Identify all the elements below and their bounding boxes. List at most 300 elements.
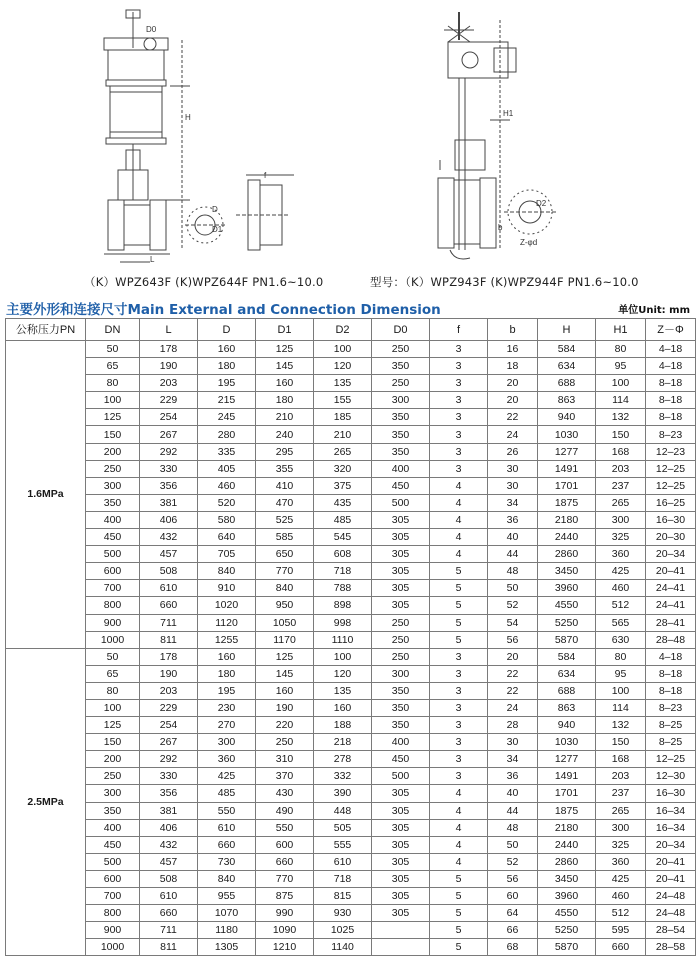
table-cell: 718 [314,563,372,580]
column-header: D1 [256,319,314,341]
table-cell: 305 [372,802,430,819]
table-cell: 250 [256,734,314,751]
table-cell: 230 [198,699,256,716]
table-cell: 400 [86,819,140,836]
table-cell: 512 [596,905,646,922]
table-cell: 20 [488,392,538,409]
table-row [6,836,696,853]
table-cell: 2440 [538,529,596,546]
table-cell: 267 [140,426,198,443]
table-cell: 300 [372,392,430,409]
table-cell: 215 [198,392,256,409]
table-cell: 125 [86,409,140,426]
table-cell: 350 [372,717,430,734]
table-cell: 3450 [538,870,596,887]
table-cell: 1110 [314,631,372,648]
table-cell: 3 [430,768,488,785]
table-cell: 800 [86,597,140,614]
table-cell: 5 [430,870,488,887]
table-cell: 432 [140,836,198,853]
table-cell: 500 [86,546,140,563]
table-cell: 20 [488,648,538,665]
table-cell: 2440 [538,836,596,853]
table-cell: 24–41 [646,597,696,614]
column-header: H [538,319,596,341]
table-cell: 545 [314,529,372,546]
table-cell: 229 [140,699,198,716]
table-cell: 3 [430,699,488,716]
table-cell: 200 [86,443,140,460]
table-cell: 400 [372,734,430,751]
table-cell: 335 [198,443,256,460]
table-cell: 3 [430,358,488,375]
table-cell: 250 [86,460,140,477]
table-cell: 16–34 [646,802,696,819]
table-cell: 875 [256,888,314,905]
column-header: 公称压力PN [6,319,86,341]
table-cell: 505 [314,819,372,836]
table-cell: 300 [596,819,646,836]
table-cell: 305 [372,870,430,887]
table-cell: 12–23 [646,443,696,460]
table-cell: 355 [256,460,314,477]
table-cell: 4 [430,836,488,853]
table-cell: 430 [256,785,314,802]
table-cell: 24–48 [646,905,696,922]
table-cell: 237 [596,477,646,494]
table-cell: 50 [86,341,140,358]
table-cell: 1277 [538,751,596,768]
table-cell: 1030 [538,734,596,751]
table-cell: 5 [430,580,488,597]
table-cell: 100 [86,392,140,409]
table-cell: 500 [86,853,140,870]
table-cell: 1255 [198,631,256,648]
table-cell: 325 [596,836,646,853]
column-header: L [140,319,198,341]
table-cell: 1050 [256,614,314,631]
table-cell: 1025 [314,922,372,939]
table-cell: 3 [430,648,488,665]
table-cell: 54 [488,614,538,631]
table-cell: 500 [372,768,430,785]
table-cell: 688 [538,682,596,699]
label-d2: D2 [536,199,547,208]
table-cell: 8–23 [646,426,696,443]
table-header-row [6,319,696,341]
table-cell: 168 [596,443,646,460]
table-row [6,409,696,426]
table-cell: 160 [314,699,372,716]
table-cell: 24–48 [646,888,696,905]
table-row [6,888,696,905]
table-row [6,546,696,563]
table-cell: 595 [596,922,646,939]
table-cell: 114 [596,699,646,716]
table-cell: 565 [596,614,646,631]
table-cell: 8–18 [646,409,696,426]
table-cell: 1701 [538,477,596,494]
table-cell: 100 [314,341,372,358]
column-header: DN [86,319,140,341]
table-cell: 660 [198,836,256,853]
table-cell: 788 [314,580,372,597]
table-cell: 40 [488,785,538,802]
table-cell: 370 [256,768,314,785]
table-row [6,477,696,494]
table-cell: 490 [256,802,314,819]
table-cell: 5 [430,939,488,956]
table-row [6,819,696,836]
table-cell: 254 [140,717,198,734]
table-cell: 457 [140,546,198,563]
table-cell: 435 [314,494,372,511]
table-cell: 50 [488,580,538,597]
table-cell: 240 [256,426,314,443]
pneumatic-valve-drawing [104,10,294,262]
table-cell: 1305 [198,939,256,956]
table-cell: 500 [372,494,430,511]
table-row [6,426,696,443]
table-cell: 12–25 [646,460,696,477]
table-cell: 16–34 [646,819,696,836]
table-cell: 265 [596,802,646,819]
table-cell: 770 [256,870,314,887]
table-row [6,648,696,665]
table-cell: 48 [488,819,538,836]
table-cell: 350 [372,409,430,426]
table-cell: 350 [372,426,430,443]
table-cell: 305 [372,546,430,563]
table-cell: 1170 [256,631,314,648]
table-cell: 584 [538,648,596,665]
table-row [6,751,696,768]
table-cell: 1000 [86,631,140,648]
table-cell: 195 [198,682,256,699]
table-cell: 56 [488,631,538,648]
table-cell: 20–41 [646,870,696,887]
table-cell: 5 [430,905,488,922]
table-cell: 1120 [198,614,256,631]
table-row [6,785,696,802]
table-cell: 36 [488,768,538,785]
table-cell: 44 [488,546,538,563]
table-cell: 8–18 [646,375,696,392]
table-cell: 22 [488,682,538,699]
table-row [6,699,696,716]
table-cell: 210 [256,409,314,426]
table-cell: 432 [140,529,198,546]
table-cell: 4 [430,511,488,528]
table-cell: 4–18 [646,358,696,375]
table-cell: 20–34 [646,546,696,563]
table-cell: 4550 [538,905,596,922]
table-cell: 1140 [314,939,372,956]
table-cell: 990 [256,905,314,922]
table-cell: 180 [198,665,256,682]
table-cell: 178 [140,648,198,665]
table-cell: 3 [430,665,488,682]
table-cell: 210 [314,426,372,443]
table-cell: 2180 [538,511,596,528]
table-cell: 36 [488,511,538,528]
table-cell: 300 [198,734,256,751]
table-cell: 250 [372,375,430,392]
table-cell: 3450 [538,563,596,580]
table-cell [372,939,430,956]
table-cell: 700 [86,580,140,597]
table-cell: 20–34 [646,836,696,853]
table-cell: 28–48 [646,631,696,648]
table-cell: 940 [538,409,596,426]
table-cell: 80 [86,375,140,392]
table-cell [372,922,430,939]
table-cell: 300 [372,665,430,682]
table-cell: 1875 [538,802,596,819]
table-row [6,358,696,375]
table-cell: 600 [256,836,314,853]
table-row [6,665,696,682]
table-row [6,922,696,939]
column-header: D [198,319,256,341]
table-cell: 185 [314,409,372,426]
table-cell: 100 [314,648,372,665]
table-cell: 22 [488,409,538,426]
table-cell: 12–25 [646,751,696,768]
table-cell: 718 [314,870,372,887]
table-cell: 381 [140,802,198,819]
table-row [6,905,696,922]
table-cell: 3 [430,751,488,768]
table-cell: 608 [314,546,372,563]
table-cell: 4 [430,802,488,819]
table-cell: 254 [140,409,198,426]
table-row [6,631,696,648]
table-cell: 305 [372,529,430,546]
table-cell: 66 [488,922,538,939]
table-cell: 1491 [538,768,596,785]
table-cell: 52 [488,597,538,614]
label-h: H [185,113,191,122]
table-cell: 332 [314,768,372,785]
table-cell: 80 [596,341,646,358]
label-h1: H1 [503,109,514,118]
table-cell: 160 [256,375,314,392]
table-row [6,563,696,580]
table-cell: 350 [372,699,430,716]
table-cell: 1210 [256,939,314,956]
table-row [6,614,696,631]
table-cell: 5 [430,597,488,614]
column-header: D0 [372,319,430,341]
table-cell: 12–25 [646,477,696,494]
table-cell: 610 [314,853,372,870]
table-row [6,460,696,477]
table-cell: 485 [314,511,372,528]
table-cell: 125 [256,648,314,665]
table-cell: 30 [488,734,538,751]
table-cell: 190 [256,699,314,716]
table-cell: 190 [140,358,198,375]
table-cell: 610 [198,819,256,836]
table-cell: 325 [596,529,646,546]
column-header: Z－Φ [646,319,696,341]
table-cell: 508 [140,870,198,887]
table-cell: 600 [86,563,140,580]
label-zphi: Z-φd [520,238,538,247]
table-cell: 450 [372,751,430,768]
table-cell: 292 [140,751,198,768]
table-cell: 200 [86,751,140,768]
table-row [6,375,696,392]
table-cell: 815 [314,888,372,905]
table-cell: 1030 [538,426,596,443]
table-cell: 28 [488,717,538,734]
table-cell: 770 [256,563,314,580]
table-cell: 3960 [538,888,596,905]
table-cell: 188 [314,717,372,734]
table-cell: 360 [198,751,256,768]
table-cell: 50 [86,648,140,665]
table-cell: 585 [256,529,314,546]
table-cell: 425 [596,870,646,887]
table-cell: 460 [198,477,256,494]
table-cell: 1701 [538,785,596,802]
column-header: H1 [596,319,646,341]
table-cell: 1491 [538,460,596,477]
table-cell: 150 [86,426,140,443]
table-cell: 150 [86,734,140,751]
valve-drawings [0,0,700,289]
table-row [6,734,696,751]
table-cell: 350 [372,358,430,375]
table-cell: 20–30 [646,529,696,546]
table-cell: 840 [198,563,256,580]
table-cell: 20 [488,375,538,392]
table-cell: 250 [86,768,140,785]
table-cell: 840 [256,580,314,597]
table-cell: 305 [372,836,430,853]
table-cell: 305 [372,580,430,597]
table-cell: 508 [140,563,198,580]
table-cell: 8–25 [646,734,696,751]
table-cell: 550 [198,802,256,819]
table-cell: 390 [314,785,372,802]
table-cell: 120 [314,358,372,375]
table-cell: 356 [140,785,198,802]
table-cell: 34 [488,494,538,511]
table-cell: 20–41 [646,563,696,580]
table-cell: 203 [140,375,198,392]
table-cell: 30 [488,460,538,477]
table-cell: 265 [314,443,372,460]
table-cell: 5250 [538,922,596,939]
table-body [6,341,696,956]
table-cell: 305 [372,819,430,836]
table-cell: 56 [488,870,538,887]
table-cell: 3 [430,682,488,699]
table-cell: 406 [140,819,198,836]
table-cell: 310 [256,751,314,768]
table-cell: 135 [314,682,372,699]
table-cell: 800 [86,905,140,922]
table-row [6,682,696,699]
table-cell: 300 [86,477,140,494]
table-cell: 8–18 [646,665,696,682]
table-cell: 350 [372,682,430,699]
table-cell: 3 [430,392,488,409]
table-cell: 145 [256,358,314,375]
table-cell: 195 [198,375,256,392]
table-cell: 1070 [198,905,256,922]
table-cell: 65 [86,358,140,375]
table-cell: 18 [488,358,538,375]
table-cell: 705 [198,546,256,563]
table-cell: 100 [86,699,140,716]
table-cell: 550 [256,819,314,836]
table-cell: 375 [314,477,372,494]
section-header [6,298,694,316]
table-cell: 95 [596,358,646,375]
table-cell: 1000 [86,939,140,956]
table-cell: 400 [86,511,140,528]
table-cell: 5 [430,888,488,905]
unit-label: 单位Unit: mm [618,305,690,316]
table-cell: 940 [538,717,596,734]
table-cell: 8–25 [646,717,696,734]
column-header: f [430,319,488,341]
dimension-labels [146,25,547,264]
table-cell: 4 [430,477,488,494]
table-cell: 450 [86,529,140,546]
label-l: L [150,255,155,264]
label-b: b [498,223,503,232]
table-cell: 863 [538,392,596,409]
table-cell: 160 [198,341,256,358]
table-cell: 190 [140,665,198,682]
table-cell: 20–41 [646,853,696,870]
table-cell: 485 [198,785,256,802]
table-cell: 28–41 [646,614,696,631]
table-cell: 660 [140,905,198,922]
table-cell: 700 [86,888,140,905]
table-row [6,511,696,528]
table-cell: 8–23 [646,699,696,716]
table-cell: 3960 [538,580,596,597]
table-cell: 650 [256,546,314,563]
table-cell: 150 [596,734,646,751]
table-cell: 840 [198,870,256,887]
left-model-caption: （K）WPZ643F (K)WPZ644F PN1.6~10.0 [84,275,324,289]
table-cell: 350 [372,443,430,460]
label-d: D [212,205,218,214]
table-cell: 1090 [256,922,314,939]
table-cell: 155 [314,392,372,409]
table-cell: 1277 [538,443,596,460]
table-cell: 50 [488,836,538,853]
table-row [6,529,696,546]
table-row [6,341,696,358]
table-cell: 280 [198,426,256,443]
table-cell: 132 [596,717,646,734]
table-cell: 8–18 [646,682,696,699]
table-row [6,717,696,734]
table-cell: 863 [538,699,596,716]
table-cell: 898 [314,597,372,614]
table-cell: 460 [596,580,646,597]
table-cell: 3 [430,375,488,392]
table-cell: 218 [314,734,372,751]
